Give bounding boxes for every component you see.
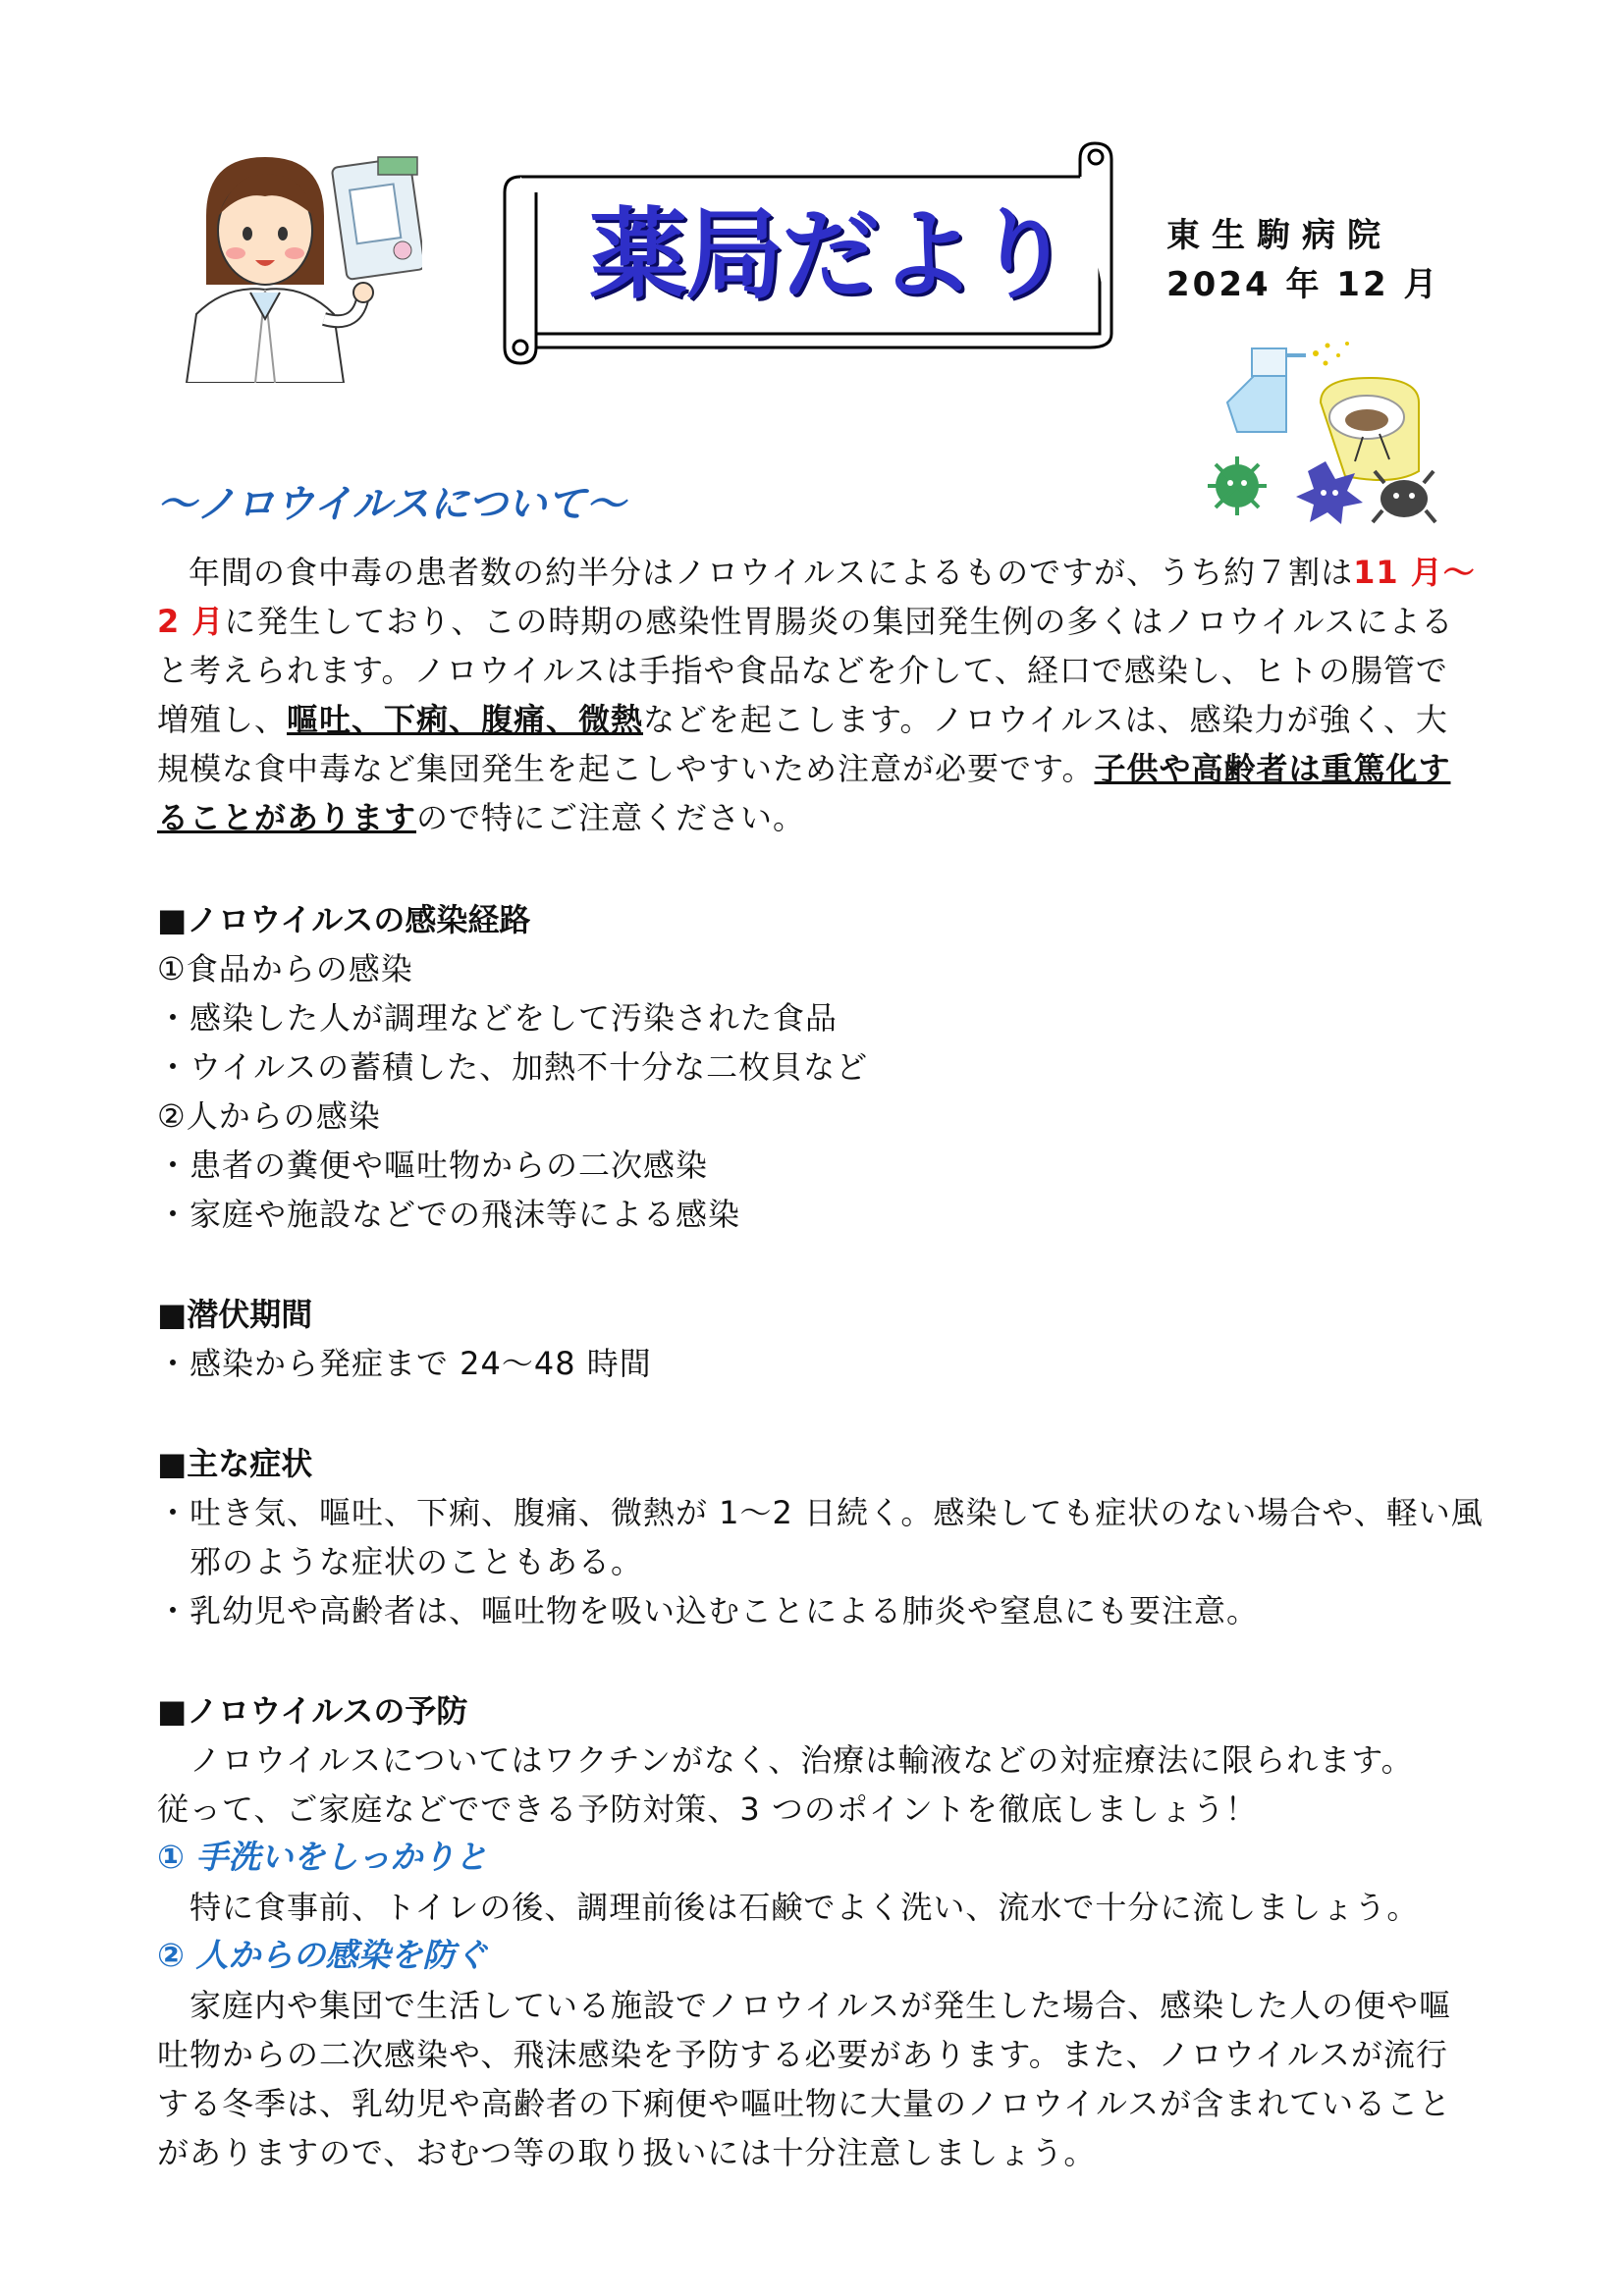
symptoms-item: ・吐き気、嘔吐、下痢、腹痛、微熱が 1～2 日続く。感染しても症状のない場合や、軽い風 bbox=[157, 1494, 1484, 1531]
prevention-point-2-text: がありますので、おむつ等の取り扱いには十分注意しましょう。 bbox=[157, 2134, 1097, 2171]
routes-item: ・ウイルスの蓄積した、加熱不十分な二枚貝など bbox=[157, 1048, 869, 1086]
prevention-intro: 従って、ご家庭などでできる予防対策、3 つのポイントを徹底しましょう！ bbox=[157, 1790, 1258, 1828]
prevention-point-2-text: する冬季は、乳幼児や高齢者の下痢便や嘔吐物に大量のノロウイルスが含まれていること bbox=[157, 2085, 1452, 2122]
routes-item: ・患者の糞便や嘔吐物からの二次感染 bbox=[157, 1147, 709, 1184]
hospital-name: 東生駒病院 bbox=[1166, 216, 1392, 255]
intro-line-2 bbox=[157, 597, 1454, 646]
symptoms-item: ・乳幼児や高齢者は、嘔吐物を吸い込むことによる肺炎や窒息にも要注意。 bbox=[157, 1592, 1260, 1629]
prevention-heading: ■ノロウイルスの予防 bbox=[157, 1692, 468, 1730]
routes-heading: ■ノロウイルスの感染経路 bbox=[157, 901, 531, 938]
symptoms-item: 邪のような症状のこともある。 bbox=[157, 1543, 644, 1580]
banner-title: 薬局だより bbox=[589, 197, 1070, 312]
intro-text: 年間の食中毒の患者数の約半分はノロウイルスによるものですが、うち約７割は bbox=[189, 554, 1354, 591]
intro-line-4 bbox=[157, 695, 1448, 744]
prevention-point-2-text: 吐物からの二次感染や、飛沫感染を予防する必要があります。また、ノロウイルスが流行 bbox=[157, 2036, 1448, 2073]
intro-text: などを起こします。ノロウイルスは、感染力が強く、大 bbox=[643, 701, 1448, 738]
prevention-point-2-text: 家庭内や集団で生活している施設でノロウイルスが発生した場合、感染した人の便や嘔 bbox=[157, 1987, 1452, 2024]
prevention-point-2-title: ② 人からの感染を防ぐ bbox=[157, 1936, 488, 1974]
intro-line-3: と考えられます。ノロウイルスは手指や食品などを介して、経口で感染し、ヒトの腸管で bbox=[157, 652, 1448, 689]
dark-virus-icon bbox=[1373, 471, 1435, 522]
intro-line-6 bbox=[157, 793, 805, 842]
highlight-months: 2 月 bbox=[157, 603, 225, 640]
routes-item: ・感染した人が調理などをして汚染された食品 bbox=[157, 999, 839, 1037]
symptoms-heading: ■主な症状 bbox=[157, 1445, 313, 1482]
prevention-point-1-title: ① 手洗いをしっかりと bbox=[157, 1838, 488, 1876]
pharmacist-illustration bbox=[167, 147, 422, 383]
routes-item: ②人からの感染 bbox=[157, 1097, 381, 1135]
intro-line-1 bbox=[189, 548, 1476, 597]
virus-disinfection-illustration bbox=[1198, 314, 1453, 530]
intro-text: 増殖し、 bbox=[157, 701, 288, 738]
prevention-point-1-text: 特に食事前、トイレの後、調理前後は石鹸でよく洗い、流水で十分に流しましょう。 bbox=[157, 1889, 1420, 1926]
intro-text: 規模な食中毒など集団発生を起こしやすいため注意が必要です。 bbox=[157, 750, 1095, 787]
issue-date: 2024 年 12 月 bbox=[1166, 265, 1440, 304]
routes-item: ①食品からの感染 bbox=[157, 950, 413, 988]
section-title: ～ノロウイルスについて～ bbox=[157, 482, 625, 527]
incubation-heading: ■潜伏期間 bbox=[157, 1296, 313, 1333]
incubation-item: ・感染から発症まで 24～48 時間 bbox=[157, 1345, 652, 1382]
intro-line-5 bbox=[157, 744, 1450, 793]
symptom-emphasis: 嘔吐、下痢、腹痛、微熱 bbox=[287, 701, 644, 738]
highlight-months: 11 月～ bbox=[1353, 554, 1476, 591]
warning-emphasis: 子供や高齢者は重篤化す bbox=[1094, 750, 1451, 787]
green-virus-icon bbox=[1208, 456, 1267, 515]
warning-emphasis: ることがあります bbox=[157, 799, 417, 836]
prevention-intro: ノロウイルスについてはワクチンがなく、治療は輸液などの対症療法に限られます。 bbox=[157, 1741, 1414, 1779]
intro-text: ので特にご注意ください。 bbox=[416, 799, 806, 836]
routes-item: ・家庭や施設などでの飛沫等による感染 bbox=[157, 1196, 741, 1233]
intro-text: に発生しており、この時期の感染性胃腸炎の集団発生例の多くはノロウイルスによる bbox=[224, 603, 1454, 640]
